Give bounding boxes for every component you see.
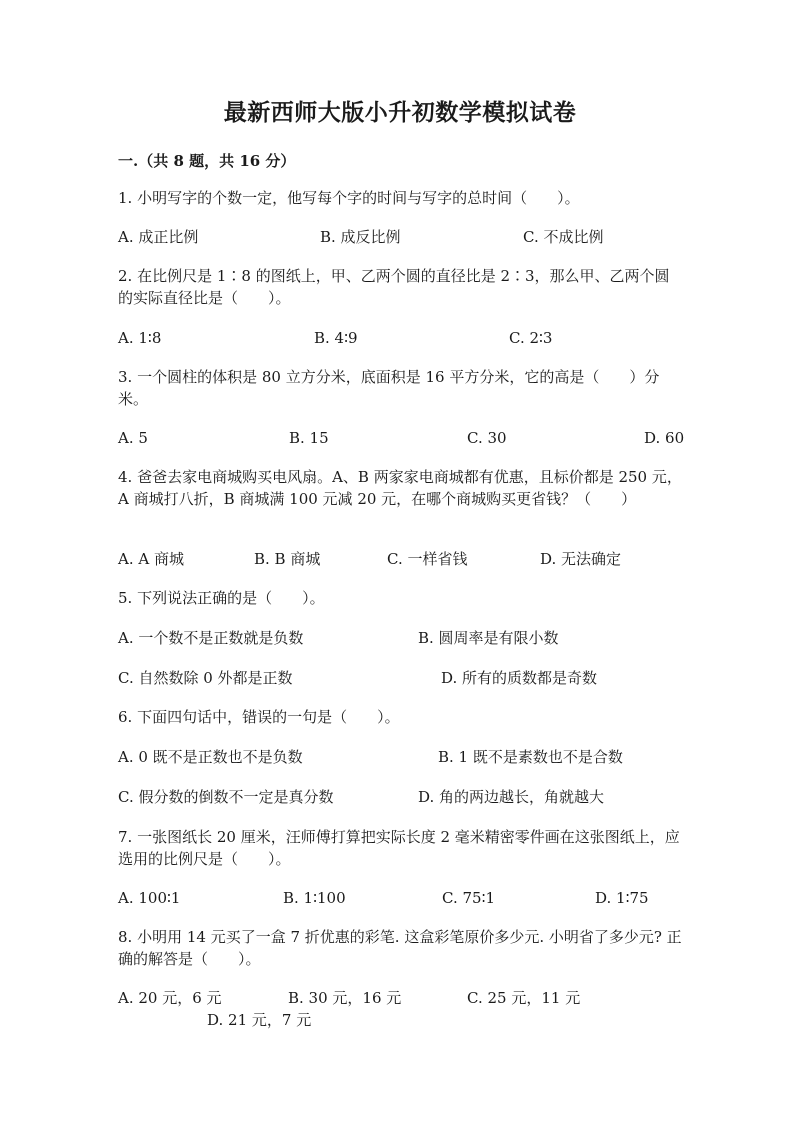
question-4-stem: 4. 爸爸去家电商城购买电风扇。A、B 两家家电商城都有优惠，且标价都是 250 元，A 商城打八折，B 商城满 100 元减 20 元，在哪个商城购买更省钱？（ ） bbox=[118, 468, 682, 508]
question-5-option-c[interactable]: C. 自然数除 0 外都是正数 bbox=[118, 669, 293, 687]
question-4-option-d[interactable]: D. 无法确定 bbox=[540, 550, 622, 568]
question-6-stem: 6. 下面四句话中，错误的一句是（ ）。 bbox=[118, 708, 400, 726]
question-8-option-a[interactable]: A. 20 元，6 元 bbox=[118, 989, 222, 1007]
question-2-option-a[interactable]: A. 1∶8 bbox=[118, 329, 162, 347]
question-1-option-a[interactable]: A. 成正比例 bbox=[118, 228, 199, 246]
question-5-option-a[interactable]: A. 一个数不是正数就是负数 bbox=[118, 629, 304, 647]
question-7-option-d[interactable]: D. 1∶75 bbox=[595, 889, 649, 907]
question-8-option-d[interactable]: D. 21 元，7 元 bbox=[207, 1011, 312, 1029]
question-6-option-c[interactable]: C. 假分数的倒数不一定是真分数 bbox=[118, 788, 334, 806]
question-3-stem: 3. 一个圆柱的体积是 80 立方分米，底面积是 16 平方分米，它的高是（ ）分米。 bbox=[118, 368, 660, 408]
question-3-option-a[interactable]: A. 5 bbox=[118, 429, 148, 447]
question-2-option-b[interactable]: B. 4∶9 bbox=[314, 329, 358, 347]
question-3-option-c[interactable]: C. 30 bbox=[467, 429, 507, 447]
question-1-option-b[interactable]: B. 成反比例 bbox=[320, 228, 401, 246]
question-8-option-c[interactable]: C. 25 元，11 元 bbox=[467, 989, 581, 1007]
question-6-option-a[interactable]: A. 0 既不是正数也不是负数 bbox=[118, 748, 303, 766]
question-7-option-a[interactable]: A. 100∶1 bbox=[118, 889, 181, 907]
section-heading: 一.（共 8 题，共 16 分） bbox=[118, 152, 296, 170]
question-7-option-c[interactable]: C. 75∶1 bbox=[442, 889, 496, 907]
question-4-option-b[interactable]: B. B 商城 bbox=[254, 550, 321, 568]
question-5-option-b[interactable]: B. 圆周率是有限小数 bbox=[418, 629, 559, 647]
question-1-stem: 1. 小明写字的个数一定，他写每个字的时间与写字的总时间（ ）。 bbox=[118, 189, 580, 207]
question-3-option-d[interactable]: D. 60 bbox=[644, 429, 685, 447]
question-8-stem: 8. 小明用 14 元买了一盒 7 折优惠的彩笔. 这盒彩笔原价多少元. 小明省了多少元? 正确的解答是（ ）。 bbox=[118, 928, 682, 968]
question-7-stem: 7. 一张图纸长 20 厘米，汪师傅打算把实际长度 2 毫米精密零件画在这张图纸上，应选用的比例尺是（ ）。 bbox=[118, 828, 680, 868]
question-2-stem: 2. 在比例尺是 1∶8 的图纸上，甲、乙两个圆的直径比是 2∶3，那么甲、乙两个圆的实际直径比是（ ）。 bbox=[118, 267, 670, 307]
question-5-stem: 5. 下列说法正确的是（ ）。 bbox=[118, 589, 325, 607]
question-6-option-b[interactable]: B. 1 既不是素数也不是合数 bbox=[438, 748, 623, 766]
question-5-option-d[interactable]: D. 所有的质数都是奇数 bbox=[441, 669, 598, 687]
page-title: 最新西师大版小升初数学模拟试卷 bbox=[223, 99, 577, 126]
question-6-option-d[interactable]: D. 角的两边越长，角就越大 bbox=[418, 788, 605, 806]
question-7-option-b[interactable]: B. 1∶100 bbox=[283, 889, 346, 907]
question-4-option-a[interactable]: A. A 商城 bbox=[118, 550, 184, 568]
question-2-option-c[interactable]: C. 2∶3 bbox=[509, 329, 553, 347]
question-8-option-b[interactable]: B. 30 元，16 元 bbox=[288, 989, 402, 1007]
question-3-option-b[interactable]: B. 15 bbox=[289, 429, 329, 447]
question-1-option-c[interactable]: C. 不成比例 bbox=[523, 228, 604, 246]
question-4-option-c[interactable]: C. 一样省钱 bbox=[387, 550, 468, 568]
